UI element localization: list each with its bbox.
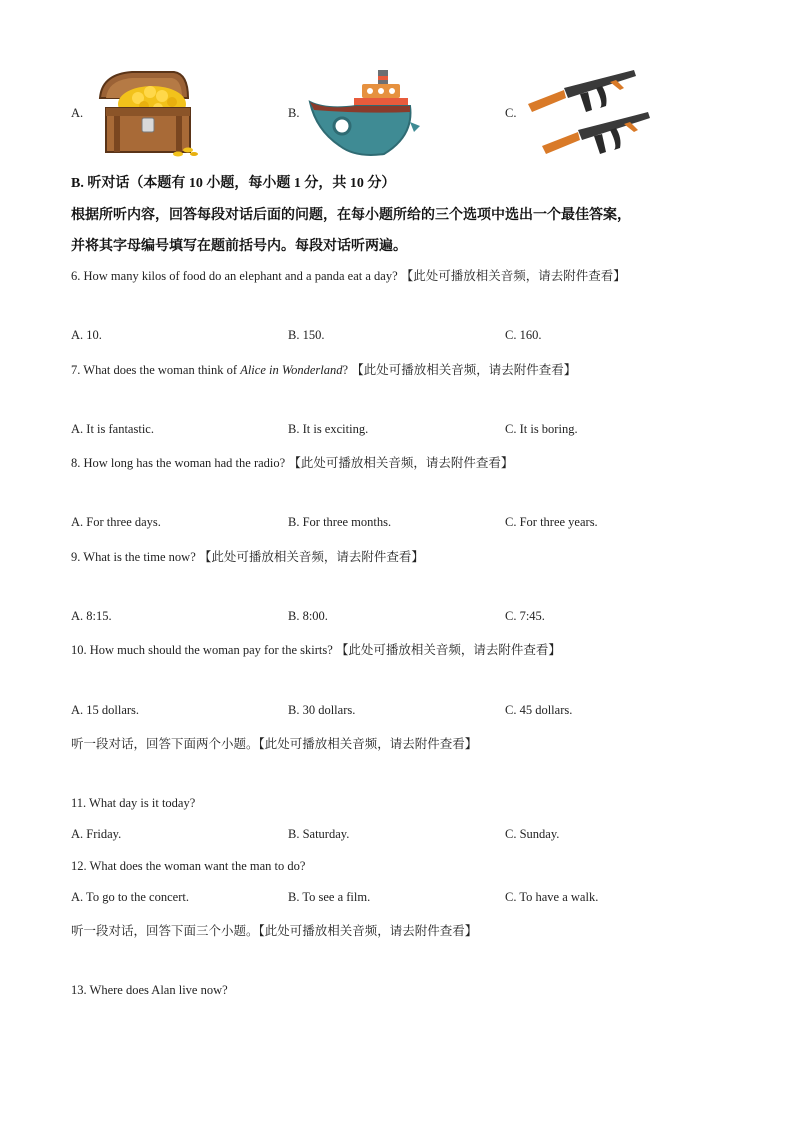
q7-option-a: A. It is fantastic. bbox=[71, 422, 154, 436]
q8-option-b: B. For three months. bbox=[288, 515, 392, 529]
question-7-book-title: Alice in Wonderland bbox=[240, 363, 343, 377]
question-10 bbox=[71, 640, 561, 658]
section-b-title: B. 听对话（本题有 10 小题，每小题 1 分，共 10 分） bbox=[71, 176, 396, 191]
q9-option-a: A. 8:15. bbox=[71, 609, 112, 623]
q11-option-a: A. Friday. bbox=[71, 827, 122, 841]
question-9-text: 9. What is the time now? bbox=[71, 550, 196, 564]
q11-option-c: C. Sunday. bbox=[505, 827, 560, 841]
option-a-label: A. bbox=[71, 106, 84, 120]
question-12-text: 12. What does the woman want the man to do? bbox=[71, 859, 306, 873]
q6-option-a: A. 10. bbox=[71, 328, 102, 342]
q7-option-b: B. It is exciting. bbox=[288, 422, 369, 436]
section-b-instruction-line2: 并将其字母编号填写在题前括号内。每段对话听两遍。 bbox=[71, 239, 407, 254]
question-7-text: 7. What does the woman think of bbox=[71, 363, 241, 377]
q9-option-c: C. 7:45. bbox=[505, 609, 545, 623]
audio-note[interactable]: 【此处可播放相关音频，请去附件查看】 bbox=[335, 643, 561, 657]
q12-option-c: C. To have a walk. bbox=[505, 890, 599, 904]
option-b-label: B. bbox=[288, 106, 300, 120]
q8-option-a: A. For three days. bbox=[71, 515, 161, 529]
question-9 bbox=[71, 547, 424, 565]
audio-note[interactable]: 【此处可播放相关音频，请去附件查看】 bbox=[400, 269, 626, 283]
rifles-icon bbox=[524, 68, 656, 158]
audio-note[interactable]: 【此处可播放相关音频，请去附件查看】 bbox=[288, 456, 514, 470]
q6-option-c: C. 160. bbox=[505, 328, 542, 342]
section-b-instruction-line1: 根据所听内容，回答每段对话后面的问题，在每小题所给的三个选项中选出一个最佳答案， bbox=[71, 208, 631, 223]
question-6-text: 6. How many kilos of food do an elephant and a panda eat a day? bbox=[71, 269, 398, 283]
question-13-text: 13. Where does Alan live now? bbox=[71, 983, 228, 997]
dialogue-group-2-instruction: 听一段对话，回答下面三个小题。【此处可播放相关音频，请去附件查看】 bbox=[71, 924, 478, 938]
q9-option-b: B. 8:00. bbox=[288, 609, 328, 623]
question-7-mark: ? bbox=[342, 363, 349, 377]
question-11-text: 11. What day is it today? bbox=[71, 796, 196, 810]
question-10-text: 10. How much should the woman pay for the skirts? bbox=[71, 643, 333, 657]
q12-option-a: A. To go to the concert. bbox=[71, 890, 189, 904]
ship-icon bbox=[306, 66, 424, 160]
question-6 bbox=[71, 266, 626, 284]
q7-option-c: C. It is boring. bbox=[505, 422, 578, 436]
q11-option-b: B. Saturday. bbox=[288, 827, 350, 841]
option-c-label: C. bbox=[505, 106, 517, 120]
q10-option-a: A. 15 dollars. bbox=[71, 703, 140, 717]
audio-note[interactable]: 【此处可播放相关音频，请去附件查看】 bbox=[351, 363, 577, 377]
treasure-chest-icon bbox=[92, 68, 200, 158]
question-8 bbox=[71, 453, 513, 471]
q6-option-b: B. 150. bbox=[288, 328, 325, 342]
q10-option-b: B. 30 dollars. bbox=[288, 703, 356, 717]
q10-option-c: C. 45 dollars. bbox=[505, 703, 573, 717]
question-7 bbox=[71, 360, 576, 378]
q8-option-c: C. For three years. bbox=[505, 515, 598, 529]
question-8-text: 8. How long has the woman had the radio? bbox=[71, 456, 286, 470]
dialogue-group-1-instruction: 听一段对话，回答下面两个小题。【此处可播放相关音频，请去附件查看】 bbox=[71, 737, 478, 751]
q12-option-b: B. To see a film. bbox=[288, 890, 371, 904]
audio-note[interactable]: 【此处可播放相关音频，请去附件查看】 bbox=[198, 550, 424, 564]
